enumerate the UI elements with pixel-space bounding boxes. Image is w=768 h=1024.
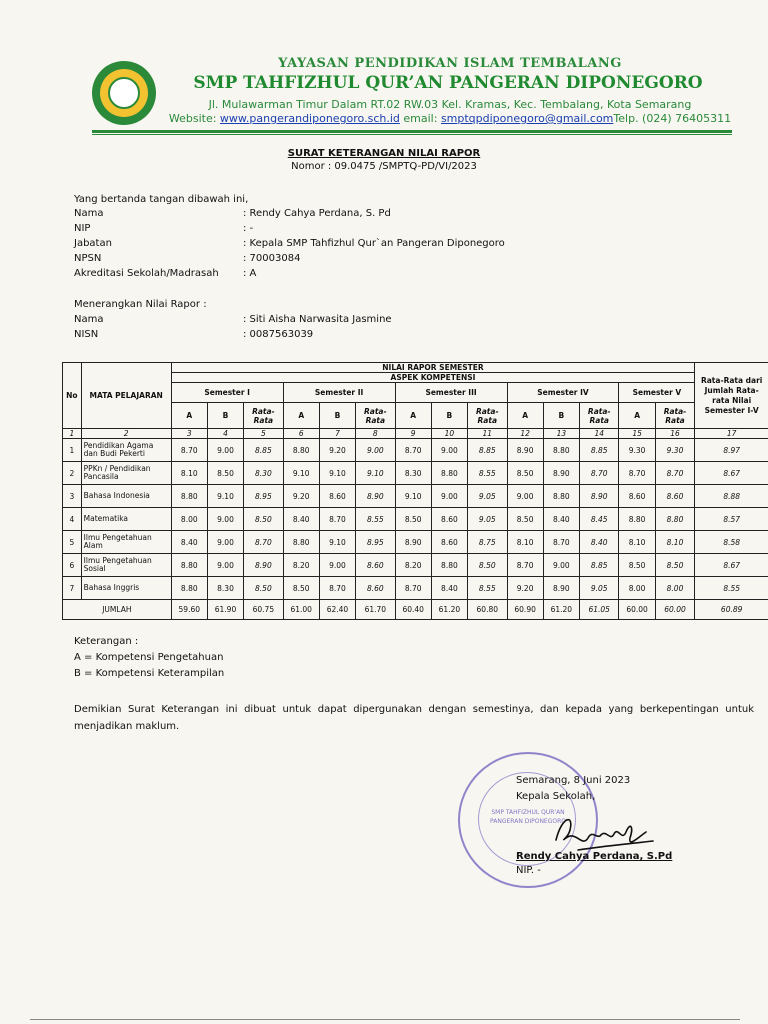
total-cell: 61.00 [283,600,319,620]
grade-average-cell: 8.55 [468,462,508,485]
total-cell: 62.40 [319,600,355,620]
legend-heading: Keterangan : [74,636,139,647]
grade-cell: 8.50 [619,554,655,577]
table-row [63,485,768,508]
table-row [63,462,768,485]
signer-label: Nama [74,208,104,219]
grade-cell: 8.80 [431,554,467,577]
col-header-a: A [171,403,207,429]
grade-cell: 9.30 [619,439,655,462]
table-row [63,439,768,462]
grade-cell: 9.00 [207,439,243,462]
grade-average-cell: 9.05 [579,577,619,600]
row-no: 7 [63,577,82,600]
grade-cell: 9.10 [283,462,319,485]
grade-cell: 8.80 [171,485,207,508]
index-cell: 7 [319,429,355,439]
col-header-rata-rata: Rata-Rata [655,403,695,429]
index-cell: 1 [63,429,82,439]
total-cell: 61.90 [207,600,243,620]
grade-cell: 8.30 [395,462,431,485]
grade-average-cell: 9.30 [655,439,695,462]
grade-average-cell: 8.70 [244,531,284,554]
total-cell: 61.20 [543,600,579,620]
grade-average-cell: 8.50 [655,554,695,577]
signature-nip: NIP. - [516,865,541,876]
col-header-a: A [395,403,431,429]
page-bottom-rule [30,1019,740,1020]
col-header-a: A [619,403,655,429]
grade-cell: 8.70 [395,577,431,600]
grade-cell: 9.10 [319,531,355,554]
student-value: : 0087563039 [243,329,314,340]
grade-average-cell: 8.85 [579,554,619,577]
semester-header: Semester II [283,383,395,403]
semester-header: Semester III [395,383,507,403]
row-subject: PPKn / Pendidikan Pancasila [81,462,171,485]
grade-cell: 9.00 [207,508,243,531]
grade-cell: 8.10 [507,531,543,554]
intro-text: Yang bertanda tangan dibawah ini, [74,194,249,205]
header-no: No [63,363,82,429]
header-nilai: NILAI RAPOR SEMESTER [171,363,695,373]
grade-average-cell: 8.80 [655,508,695,531]
row-no: 6 [63,554,82,577]
row-overall-average: 8.57 [695,508,768,531]
grade-average-cell: 8.50 [244,508,284,531]
signature-name: Rendy Cahya Perdana, S.Pd [516,851,673,862]
grade-average-cell: 8.90 [579,485,619,508]
total-cell: 60.00 [619,600,655,620]
grade-cell: 8.30 [207,577,243,600]
total-label: JUMLAH [63,600,172,620]
signer-label: NPSN [74,253,102,264]
signer-label: Akreditasi Sekolah/Madrasah [74,268,219,279]
grade-average-cell: 8.85 [468,439,508,462]
grade-average-cell: 9.10 [356,462,396,485]
index-cell: 10 [431,429,467,439]
index-cell: 6 [283,429,319,439]
student-value: : Siti Aisha Narwasita Jasmine [243,314,392,325]
signer-value: : 70003084 [243,253,301,264]
index-row [63,429,768,439]
grade-cell: 9.00 [431,485,467,508]
letter-title: SURAT KETERANGAN NILAI RAPOR [287,148,481,159]
grade-cell: 9.20 [507,577,543,600]
signer-value: : Rendy Cahya Perdana, S. Pd [243,208,391,219]
grades-table [62,362,768,620]
col-header-rata-rata: Rata-Rata [468,403,508,429]
grade-cell: 8.00 [171,508,207,531]
signer-label: NIP [74,223,91,234]
signer-label: Jabatan [74,238,112,249]
grade-cell: 8.50 [283,577,319,600]
grade-average-cell: 8.40 [579,531,619,554]
table-row [63,531,768,554]
total-cell: 60.90 [507,600,543,620]
total-cell: 61.70 [356,600,396,620]
foundation-name: YAYASAN PENDIDIKAN ISLAM TEMBALANG [278,56,622,71]
grade-cell: 8.90 [543,462,579,485]
total-cell: 59.60 [171,600,207,620]
grade-average-cell: 8.50 [468,554,508,577]
grade-cell: 8.80 [543,439,579,462]
row-overall-average: 8.67 [695,462,768,485]
school-name: SMP TAHFIZHUL QUR’AN PANGERAN DIPONEGORO [193,73,703,93]
table-row [63,577,768,600]
grade-average-cell: 8.30 [244,462,284,485]
col-header-rata-rata: Rata-Rata [244,403,284,429]
header-aspek: ASPEK KOMPETENSI [171,373,695,383]
grade-cell: 8.60 [431,508,467,531]
grade-cell: 8.20 [395,554,431,577]
table-row [63,508,768,531]
total-average: 60.89 [695,600,768,620]
grade-cell: 8.80 [619,508,655,531]
grade-cell: 8.90 [543,577,579,600]
grade-cell: 8.40 [171,531,207,554]
col-header-a: A [507,403,543,429]
grade-cell: 8.70 [619,462,655,485]
closing-paragraph: Demikian Surat Keterangan ini dibuat untuk dapat dipergunakan dengan semestinya, dan kepada yang berkepentingan untuk menjadikan maklum. [74,704,754,732]
grade-cell: 9.00 [431,439,467,462]
grade-cell: 8.70 [171,439,207,462]
grade-cell: 8.90 [395,531,431,554]
grade-cell: 8.00 [619,577,655,600]
total-row [63,600,768,620]
grade-cell: 9.00 [543,554,579,577]
grade-cell: 8.60 [431,531,467,554]
student-label: NISN [74,329,99,340]
grade-cell: 8.60 [319,485,355,508]
grade-cell: 8.50 [207,462,243,485]
grade-cell: 9.20 [319,439,355,462]
total-cell: 60.00 [655,600,695,620]
grade-average-cell: 9.05 [468,485,508,508]
contact-line [160,112,740,125]
signature-role: Kepala Sekolah, [516,791,596,802]
grade-average-cell: 8.45 [579,508,619,531]
grade-average-cell: 8.95 [244,485,284,508]
index-cell: 5 [244,429,284,439]
grade-cell: 9.10 [207,485,243,508]
total-cell: 60.80 [468,600,508,620]
total-cell: 60.40 [395,600,431,620]
row-no: 5 [63,531,82,554]
index-cell: 8 [356,429,396,439]
row-subject: Pendidikan Agama dan Budi Pekerti [81,439,171,462]
grade-cell: 9.20 [283,485,319,508]
col-header-b: B [207,403,243,429]
grade-average-cell: 8.85 [244,439,284,462]
student-intro: Menerangkan Nilai Rapor : [74,299,207,310]
grade-average-cell: 8.85 [579,439,619,462]
signer-value: : Kepala SMP Tahfizhul Qur`an Pangeran Diponegoro [243,238,505,249]
school-logo [92,61,156,125]
grade-average-cell: 8.55 [468,577,508,600]
index-cell: 13 [543,429,579,439]
grade-cell: 9.00 [507,485,543,508]
index-cell: 12 [507,429,543,439]
signer-value: : - [243,223,254,234]
website-label: Website: [168,112,220,125]
index-cell: 11 [468,429,508,439]
grade-average-cell: 8.95 [356,531,396,554]
semester-header: Semester I [171,383,283,403]
grade-cell: 8.80 [283,439,319,462]
legend-a: A = Kompetensi Pengetahuan [74,652,224,663]
signer-value: : A [243,268,257,279]
grade-cell: 8.10 [171,462,207,485]
school-address: Jl. Mulawarman Timur Dalam RT.02 RW.03 Kel. Kramas, Kec. Tembalang, Kota Semarang [208,98,692,111]
grade-cell: 8.60 [619,485,655,508]
grade-cell: 8.80 [543,485,579,508]
grade-cell: 9.10 [319,462,355,485]
table-row [63,554,768,577]
index-cell: 15 [619,429,655,439]
stamp-text: SMP TAHFIZHUL QUR'AN PANGERAN DIPONEGORO [490,809,566,825]
grade-average-cell: 8.55 [356,508,396,531]
grade-cell: 8.40 [431,577,467,600]
row-subject: Ilmu Pengetahuan Alam [81,531,171,554]
row-subject: Ilmu Pengetahuan Sosial [81,554,171,577]
grade-average-cell: 8.10 [655,531,695,554]
total-cell: 61.05 [579,600,619,620]
grade-average-cell: 8.90 [356,485,396,508]
grade-average-cell: 8.50 [244,577,284,600]
grade-cell: 8.50 [507,508,543,531]
grade-cell: 8.80 [171,577,207,600]
grade-cell: 8.70 [319,508,355,531]
grade-average-cell: 8.00 [655,577,695,600]
row-no: 2 [63,462,82,485]
grade-cell: 8.70 [543,531,579,554]
grade-cell: 8.70 [507,554,543,577]
semester-header: Semester V [619,383,695,403]
header-subject: MATA PELAJARAN [81,363,171,429]
grade-cell: 8.70 [395,439,431,462]
row-no: 1 [63,439,82,462]
grade-cell: 8.40 [543,508,579,531]
grade-average-cell: 9.00 [356,439,396,462]
header-divider [92,130,732,133]
grade-average-cell: 8.60 [356,577,396,600]
row-overall-average: 8.67 [695,554,768,577]
row-subject: Bahasa Indonesia [81,485,171,508]
grade-cell: 8.70 [319,577,355,600]
grade-cell: 9.00 [319,554,355,577]
col-header-a: A [283,403,319,429]
grade-average-cell: 8.75 [468,531,508,554]
index-cell: 4 [207,429,243,439]
total-cell: 60.75 [244,600,284,620]
header-average: Rata-Rata dari Jumlah Rata-rata Nilai Semester I-V [695,363,768,429]
row-overall-average: 8.58 [695,531,768,554]
grade-cell: 8.80 [431,462,467,485]
index-cell: 16 [655,429,695,439]
grade-cell: 8.50 [507,462,543,485]
grade-average-cell: 8.60 [655,485,695,508]
signature-date: Semarang, 8 Juni 2023 [516,775,631,786]
row-no: 3 [63,485,82,508]
grade-average-cell: 8.60 [356,554,396,577]
row-subject: Bahasa Inggris [81,577,171,600]
grade-cell: 8.90 [507,439,543,462]
student-label: Nama [74,314,104,325]
index-cell: 14 [579,429,619,439]
letter-number: Nomor : 09.0475 /SMPTQ-PD/VI/2023 [291,161,477,172]
row-no: 4 [63,508,82,531]
grade-cell: 9.10 [395,485,431,508]
grade-cell: 8.20 [283,554,319,577]
legend-b: B = Kompetensi Keterampilan [74,668,225,679]
grade-cell: 9.00 [207,531,243,554]
index-cell: 2 [81,429,171,439]
col-header-b: B [319,403,355,429]
grade-cell: 8.10 [619,531,655,554]
grade-cell: 8.80 [283,531,319,554]
row-overall-average: 8.88 [695,485,768,508]
row-overall-average: 8.97 [695,439,768,462]
grade-cell: 8.50 [395,508,431,531]
grade-cell: 9.00 [207,554,243,577]
grade-average-cell: 8.90 [244,554,284,577]
grade-cell: 8.80 [171,554,207,577]
col-header-rata-rata: Rata-Rata [579,403,619,429]
col-header-b: B [431,403,467,429]
website-link[interactable]: www.pangerandiponegoro.sch.id [219,112,400,125]
row-subject: Matematika [81,508,171,531]
email-link[interactable]: smptqpdiponegoro@gmail.com [440,112,614,125]
header-divider-thin [92,134,732,135]
grade-average-cell: 9.05 [468,508,508,531]
email-label: email: [399,112,441,125]
index-cell: 9 [395,429,431,439]
grade-cell: 8.40 [283,508,319,531]
total-cell: 61.20 [431,600,467,620]
index-cell: 3 [171,429,207,439]
row-overall-average: 8.55 [695,577,768,600]
phone-text: Telp. (024) 76405311 [613,112,732,125]
grade-average-cell: 8.70 [579,462,619,485]
col-header-rata-rata: Rata-Rata [356,403,396,429]
index-cell: 17 [695,429,768,439]
grade-average-cell: 8.70 [655,462,695,485]
semester-header: Semester IV [507,383,619,403]
col-header-b: B [543,403,579,429]
